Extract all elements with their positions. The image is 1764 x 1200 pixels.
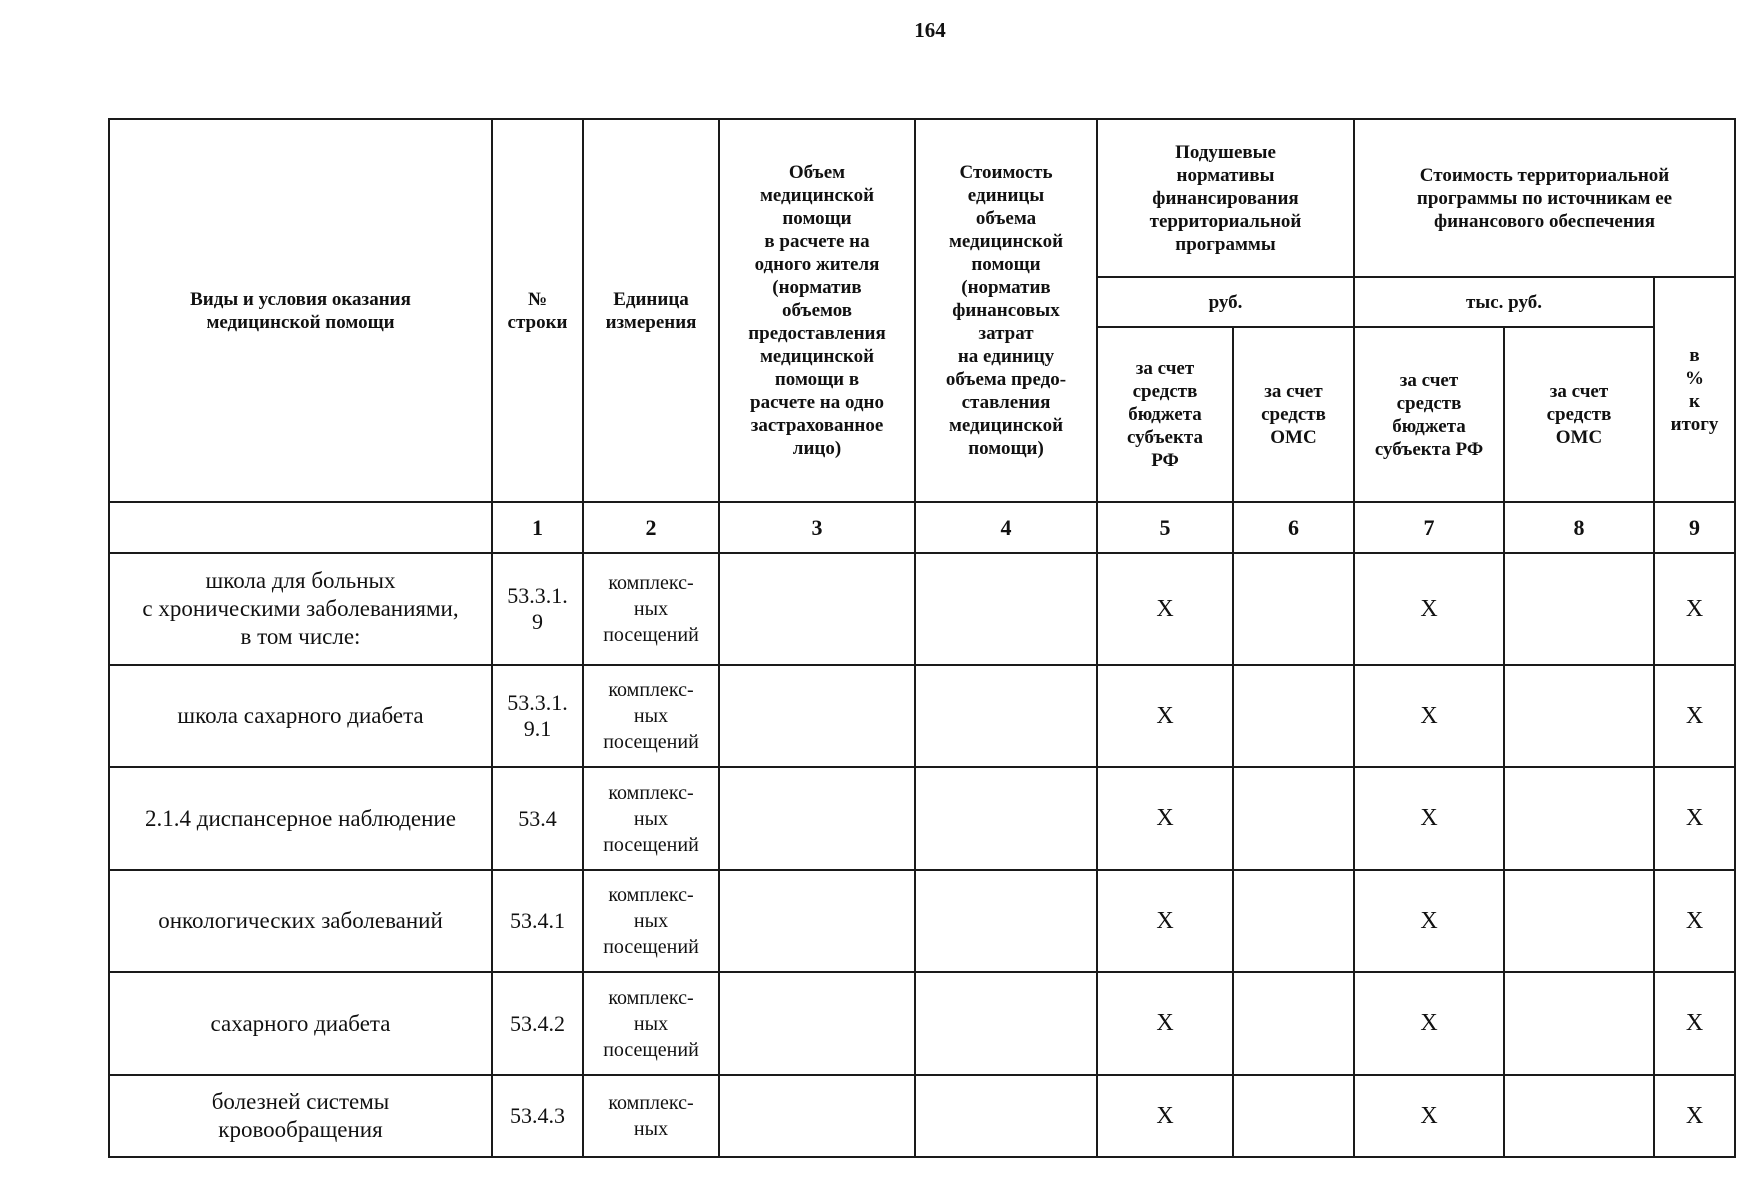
table-row	[109, 972, 1735, 1075]
cell-percent: X	[1654, 870, 1735, 972]
cell-cost	[915, 665, 1097, 767]
header-row-no: № строки	[492, 119, 583, 502]
header-type: Виды и условия оказания медицинской помощи	[109, 119, 492, 502]
header-unit-rub: руб.	[1097, 277, 1354, 327]
row-code: 53.3.1. 9.1	[492, 665, 583, 767]
table-row	[109, 767, 1735, 870]
cell-budget-thousand: X	[1354, 1075, 1504, 1157]
cell-budget-rub: X	[1097, 553, 1233, 665]
header-oms: за счет средств ОМС	[1233, 327, 1354, 502]
cell-percent: X	[1654, 767, 1735, 870]
header-unit-thousand-rub: тыс. руб.	[1354, 277, 1654, 327]
header-unit: Единица измерения	[583, 119, 719, 502]
cell-oms-rub	[1233, 665, 1354, 767]
table-row	[109, 553, 1735, 665]
cell-percent: X	[1654, 665, 1735, 767]
cell-oms-rub	[1233, 1075, 1354, 1157]
column-number: 4	[915, 502, 1097, 553]
header-cost-total: Стоимость территориальной программы по источникам ее финансового обеспечения	[1354, 119, 1735, 277]
row-unit: комплекс- ных посещений	[583, 972, 719, 1075]
cell-oms-rub	[1233, 553, 1354, 665]
cell-oms-thousand	[1504, 767, 1654, 870]
cell-budget-rub: X	[1097, 972, 1233, 1075]
column-number: 3	[719, 502, 915, 553]
row-code: 53.4	[492, 767, 583, 870]
row-name: школа для больных с хроническими заболеваниями, в том числе:	[109, 553, 492, 665]
cell-volume	[719, 665, 915, 767]
header-cost: Стоимость единицы объема медицинской помощи (норматив финансовых затрат на единицу объема предо- ставления медицинской помощи)	[915, 119, 1097, 502]
table-row	[109, 665, 1735, 767]
row-unit: комплекс- ных посещений	[583, 870, 719, 972]
cell-budget-rub: X	[1097, 665, 1233, 767]
row-code: 53.4.3	[492, 1075, 583, 1157]
page-number: 164	[914, 18, 946, 42]
cell-oms-rub	[1233, 972, 1354, 1075]
header-volume: Объем медицинской помощи в расчете на одного жителя (норматив объемов предоставления медицинской помощи в расчете на одно застрахованное лицо)	[719, 119, 915, 502]
cell-budget-thousand: X	[1354, 767, 1504, 870]
financing-table	[108, 118, 1736, 1158]
column-number: 6	[1233, 502, 1354, 553]
row-code: 53.4.1	[492, 870, 583, 972]
column-number	[109, 502, 492, 553]
cell-volume	[719, 553, 915, 665]
column-number: 7	[1354, 502, 1504, 553]
cell-volume	[719, 767, 915, 870]
row-name: онкологических заболеваний	[109, 870, 492, 972]
cell-percent: X	[1654, 553, 1735, 665]
row-name: 2.1.4 диспансерное наблюдение	[109, 767, 492, 870]
row-name: болезней системы кровообращения	[109, 1075, 492, 1157]
cell-oms-thousand	[1504, 553, 1654, 665]
header-budget-rf-2: за счет средств бюджета субъекта РФ	[1354, 327, 1504, 502]
cell-percent: X	[1654, 1075, 1735, 1157]
row-name: сахарного диабета	[109, 972, 492, 1075]
header-per-capita: Подушевые нормативы финансирования территориальной программы	[1097, 119, 1354, 277]
cell-volume	[719, 972, 915, 1075]
row-name: школа сахарного диабета	[109, 665, 492, 767]
cell-budget-rub: X	[1097, 767, 1233, 870]
header-percent-total: в % к итогу	[1654, 277, 1735, 502]
column-number: 9	[1654, 502, 1735, 553]
row-unit: комплекс- ных посещений	[583, 767, 719, 870]
cell-oms-thousand	[1504, 870, 1654, 972]
cell-cost	[915, 870, 1097, 972]
header-oms-2: за счет средств ОМС	[1504, 327, 1654, 502]
cell-budget-rub: X	[1097, 1075, 1233, 1157]
cell-volume	[719, 1075, 915, 1157]
cell-oms-thousand	[1504, 972, 1654, 1075]
header-row-1	[109, 119, 1735, 277]
cell-volume	[719, 870, 915, 972]
cell-budget-thousand: X	[1354, 665, 1504, 767]
header-budget-rf: за счет средств бюджета субъекта РФ	[1097, 327, 1233, 502]
row-code: 53.4.2	[492, 972, 583, 1075]
cell-budget-thousand: X	[1354, 870, 1504, 972]
column-numbers-row	[109, 502, 1735, 553]
row-code: 53.3.1. 9	[492, 553, 583, 665]
cell-oms-thousand	[1504, 665, 1654, 767]
cell-oms-thousand	[1504, 1075, 1654, 1157]
cell-cost	[915, 553, 1097, 665]
cell-percent: X	[1654, 972, 1735, 1075]
column-number: 1	[492, 502, 583, 553]
cell-budget-rub: X	[1097, 870, 1233, 972]
cell-cost	[915, 1075, 1097, 1157]
cell-budget-thousand: X	[1354, 553, 1504, 665]
row-unit: комплекс- ных посещений	[583, 665, 719, 767]
column-number: 2	[583, 502, 719, 553]
row-unit: комплекс- ных	[583, 1075, 719, 1157]
cell-oms-rub	[1233, 767, 1354, 870]
cell-cost	[915, 972, 1097, 1075]
cell-cost	[915, 767, 1097, 870]
table-row	[109, 1075, 1735, 1157]
table-row	[109, 870, 1735, 972]
column-number: 5	[1097, 502, 1233, 553]
cell-budget-thousand: X	[1354, 972, 1504, 1075]
row-unit: комплекс- ных посещений	[583, 553, 719, 665]
column-number: 8	[1504, 502, 1654, 553]
cell-oms-rub	[1233, 870, 1354, 972]
